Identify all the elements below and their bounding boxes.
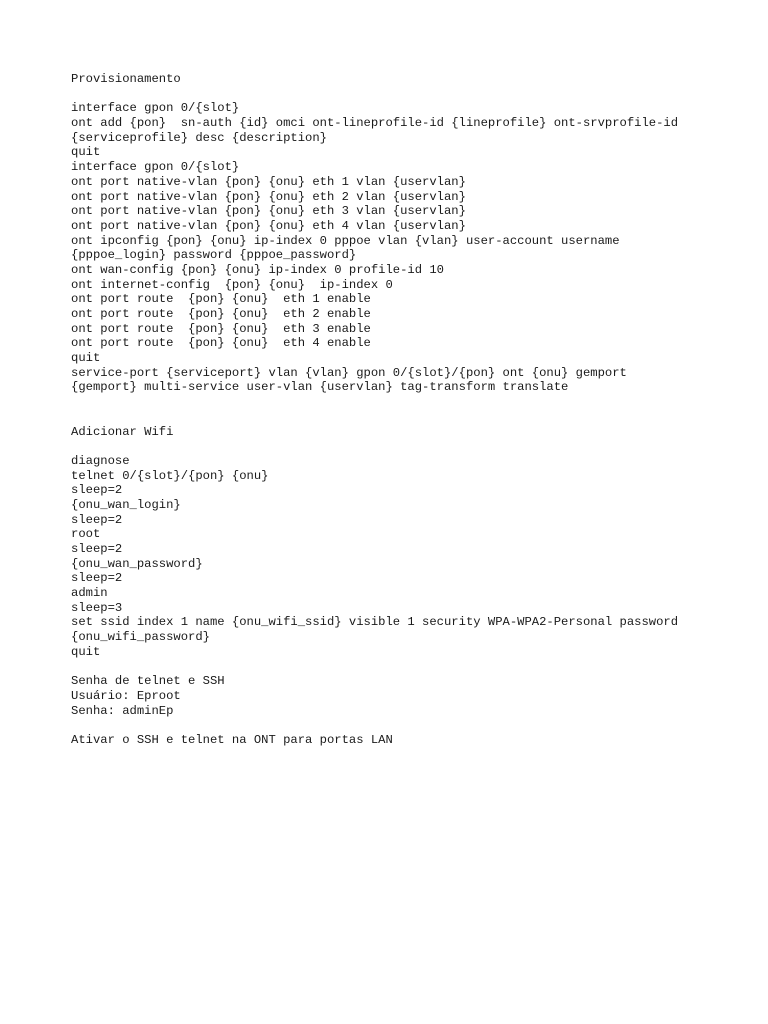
text-line: ont port native-vlan {pon} {onu} eth 1 vlan {uservlan} — [71, 174, 466, 189]
text-line: Senha: adminEp — [71, 703, 174, 718]
text-line: quit — [71, 351, 101, 366]
text-line: interface gpon 0/{slot} — [71, 160, 240, 175]
text-line: sleep=2 — [71, 512, 123, 527]
text-line: ont port route {pon} {onu} eth 4 enable — [71, 336, 371, 351]
blank-line — [71, 660, 751, 675]
text-line: ont port route {pon} {onu} eth 1 enable — [71, 292, 371, 307]
text-line: root — [71, 527, 101, 542]
blank-line — [71, 410, 751, 425]
text-line: ont ipconfig {pon} {onu} ip-index 0 pppoe vlan {vlan} user-account username — [71, 233, 620, 248]
section-heading-provisionamento: Provisionamento — [71, 72, 181, 86]
text-line: ont port route {pon} {onu} eth 3 enable — [71, 321, 371, 336]
text-line: interface gpon 0/{slot} — [71, 101, 240, 116]
text-line: admin — [71, 586, 108, 601]
text-line: Ativar o SSH e telnet na ONT para portas LAN — [71, 732, 393, 747]
text-line: ont add {pon} sn-auth {id} omci ont-lineprofile-id {lineprofile} ont-srvprofile-id — [71, 116, 679, 131]
blank-line — [71, 87, 751, 102]
text-line: Usuário: Eproot — [71, 688, 181, 703]
blank-line — [71, 395, 751, 410]
blank-line — [71, 718, 751, 733]
text-line: ont port native-vlan {pon} {onu} eth 2 vlan {uservlan} — [71, 189, 466, 204]
text-line: {onu_wan_password} — [71, 556, 203, 571]
section-heading-senha: Senha de telnet e SSH — [71, 674, 225, 689]
text-line: {gemport} multi-service user-vlan {uservlan} tag-transform translate — [71, 380, 569, 395]
text-line: quit — [71, 145, 101, 160]
text-line: telnet 0/{slot}/{pon} {onu} — [71, 468, 269, 483]
section-heading-adicionar-wifi: Adicionar Wifi — [71, 424, 174, 439]
text-line: {serviceprofile} desc {description} — [71, 130, 327, 145]
text-line: ont internet-config {pon} {onu} ip-index 0 — [71, 277, 393, 292]
text-line: {onu_wan_login} — [71, 497, 181, 512]
text-line: sleep=2 — [71, 571, 123, 586]
text-line: sleep=2 — [71, 483, 123, 498]
text-line: quit — [71, 644, 101, 659]
text-line: ont port route {pon} {onu} eth 2 enable — [71, 307, 371, 321]
text-line: ont wan-config {pon} {onu} ip-index 0 profile-id 10 — [71, 262, 444, 277]
text-line: diagnose — [71, 453, 130, 468]
text-line: service-port {serviceport} vlan {vlan} gpon 0/{slot}/{pon} ont {onu} gemport — [71, 365, 627, 380]
text-line: ont port native-vlan {pon} {onu} eth 4 vlan {uservlan} — [71, 218, 466, 233]
blank-line — [71, 439, 751, 454]
document-body — [71, 72, 751, 748]
text-line: ont port native-vlan {pon} {onu} eth 3 vlan {uservlan} — [71, 204, 466, 219]
text-line: sleep=2 — [71, 542, 123, 556]
text-line: set ssid index 1 name {onu_wifi_ssid} visible 1 security WPA-WPA2-Personal password — [71, 615, 679, 630]
text-line: {pppoe_login} password {pppoe_password} — [71, 248, 357, 263]
text-line: sleep=3 — [71, 600, 123, 615]
text-line: {onu_wifi_password} — [71, 630, 210, 645]
